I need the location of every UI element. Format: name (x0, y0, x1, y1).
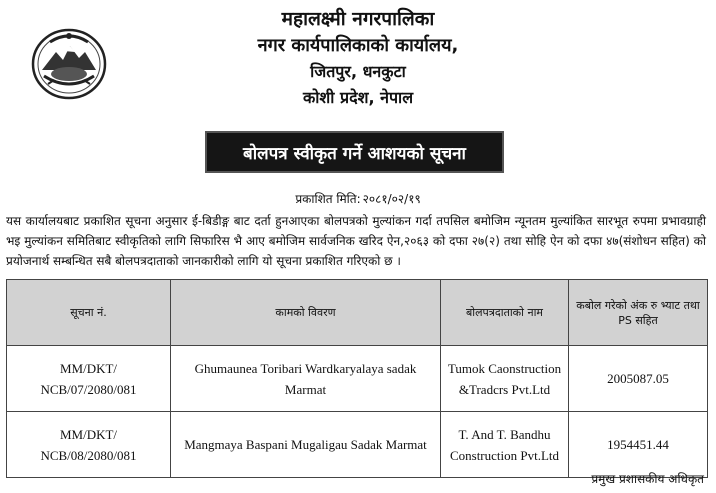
notice-no-line2: NCB/08/2080/081 (40, 447, 137, 463)
table-header-row (7, 280, 708, 346)
nepal-emblem-icon (30, 24, 108, 102)
bidder-name-line2: &Tradcrs Pvt.Ltd (458, 381, 551, 397)
notice-title-banner: बोलपत्र स्वीकृत गर्ने आशयको सूचना (205, 131, 504, 173)
office-name: नगर कार्यपालिकाको कार्यालय, (257, 35, 459, 56)
col-header-bid-amount: कबोल गरेको अंक रु भ्याट तथा PS सहित (569, 280, 708, 346)
col-header-bidder-name: बोलपत्रदाताको नाम (441, 280, 569, 346)
published-date-label: प्रकाशित मिति: (295, 192, 361, 206)
notice-no-cell (7, 412, 171, 478)
bidder-name-line1: Tumok Caonstruction (447, 360, 562, 376)
bid-table (6, 279, 708, 478)
municipality-name: महालक्ष्मी नगरपालिका (281, 8, 435, 30)
published-date-value: २०८१/०२/१९ (362, 192, 421, 206)
published-date (0, 190, 716, 207)
bid-amount-cell: 2005087.05 (569, 346, 708, 412)
work-description-cell (171, 346, 441, 412)
bidder-name-line1: T. And T. Bandhu (458, 426, 551, 442)
notice-no-line2: NCB/07/2080/081 (40, 381, 137, 397)
bidder-name-cell (441, 412, 569, 478)
notice-paragraph: यस कार्यालयबाट प्रकाशित सूचना अनुसार ई-बिडीङ्ग बाट दर्ता हुनआएका बोलपत्रको मुल्यांकन गर्दा तपसिल बमोजिम न्यूनतम मुल्यांकित सारभूत रुपमा प्रभावग्राही भइ मुल्यांकन समितिबाट स्वीकृतिको लागि सिफारिस भै आए बमोजिम सार्वजनिक खरिद ऐन,२०६३ को दफा २७(२) तथा सोहि ऐन को दफा ४७(संशोधन सहित) को प्रयोजनार्थ सम्बन्धित सबै बोलपत्रदाताको जानकारीको लागि यो सूचना प्रकाशित गरिएको छ । (6, 214, 706, 268)
table-row (7, 412, 708, 478)
work-description-line1: Mangmaya Baspani Mugaligau Sadak Marmat (184, 437, 427, 452)
table-row (7, 346, 708, 412)
work-description-line1: Ghumaunea Toribari Wardkaryalaya sadak (194, 360, 417, 376)
bidder-name-line2: Construction Pvt.Ltd (449, 447, 560, 463)
office-header (180, 6, 536, 111)
col-header-notice-no: सूचना नं. (7, 280, 171, 346)
office-province: कोशी प्रदेश, नेपाल (302, 88, 414, 107)
signatory-title: प्रमुख प्रशासकीय अधिकृत (591, 472, 704, 486)
work-description-cell (171, 412, 441, 478)
bidder-name-cell (441, 346, 569, 412)
bid-amount-cell: 1954451.44 (569, 412, 708, 478)
work-description-line2: Marmat (284, 381, 327, 397)
col-header-work-description: कामको विवरण (171, 280, 441, 346)
notice-no-line1: MM/DKT/ (59, 426, 118, 442)
office-location: जितपुर, धनकुटा (310, 62, 406, 81)
notice-no-cell (7, 346, 171, 412)
notice-no-line1: MM/DKT/ (59, 360, 118, 376)
